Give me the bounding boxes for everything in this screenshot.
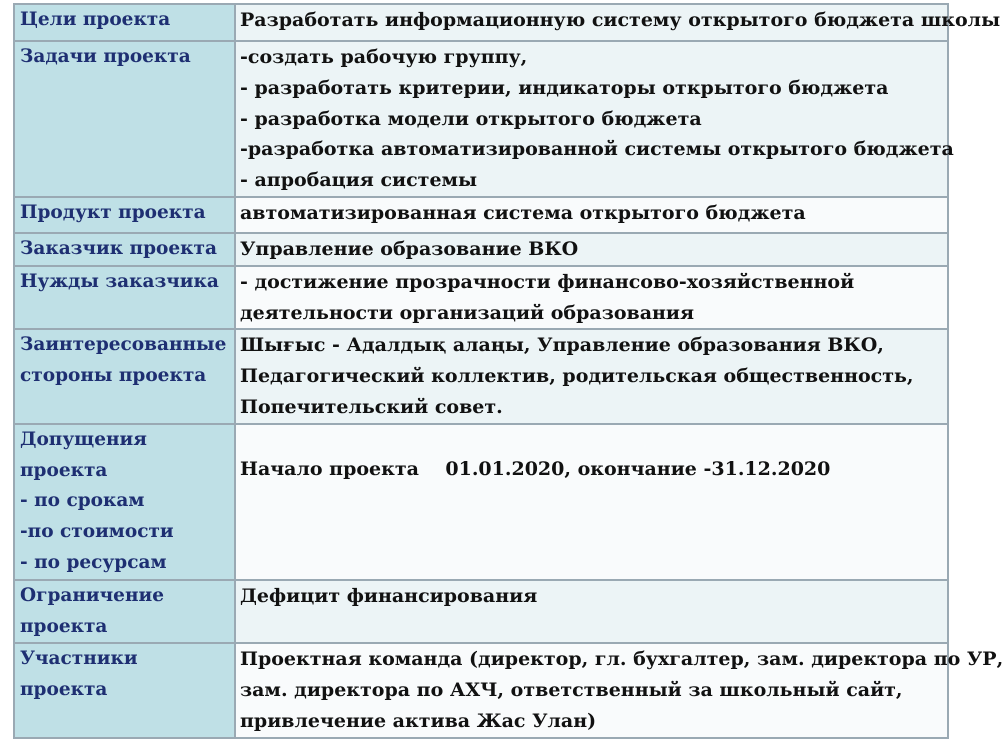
assumptions-value-line: Начало проекта 01.01.2020, окончание -31.12.2020 (240, 457, 831, 480)
tasks-value (235, 41, 954, 197)
customer-needs-label-line: Нужды заказчика (20, 270, 219, 292)
participants-line: зам. директора по АХЧ, ответственный за школьный сайт, (240, 679, 903, 702)
customer-value (235, 233, 948, 266)
task-item: -создать рабочую группу, (240, 46, 528, 68)
product-value (235, 197, 948, 233)
customer-needs-value (235, 266, 948, 330)
task-item: - разработка модели открытого бюджета (240, 107, 702, 130)
assumptions-label-line: - по срокам (20, 490, 145, 512)
stakeholders-label (14, 329, 235, 423)
participants-label-line: проекта (20, 679, 108, 701)
customer-label-line: Заказчик проекта (20, 237, 217, 259)
participants-label (14, 643, 235, 738)
assumptions-label-line: проекта (20, 459, 108, 481)
customer-needs-line: деятельности организаций образования (240, 301, 695, 324)
participants-line: Проектная команда (директор, гл. бухгалтер, зам. директора по УР, (240, 648, 1003, 671)
assumptions-label (14, 424, 235, 580)
customer-needs-label (14, 266, 235, 330)
row-participants (14, 643, 948, 738)
task-item: -разработка автоматизированной системы открытого бюджета (240, 138, 954, 161)
stakeholders-line: Шығыс - Адалдық алаңы, Управление образования ВКО, (240, 334, 884, 357)
constraints-value-line: Дефицит финансирования (240, 584, 538, 607)
stakeholders-label-line: Заинтересованные (20, 334, 227, 356)
assumptions-label-line: - по ресурсам (20, 551, 167, 573)
row-tasks (14, 41, 948, 197)
assumptions-label-line: Допущения (20, 428, 147, 450)
stakeholders-value (235, 329, 948, 423)
tasks-label-line: Задачи проекта (20, 46, 191, 67)
tasks-label (14, 41, 235, 197)
customer-label (14, 233, 235, 266)
participants-value (235, 643, 1003, 738)
task-item: - апробация системы (240, 169, 478, 192)
goals-label-line: Цели проекта (20, 9, 171, 30)
customer-value-line: Управление образование ВКО (240, 237, 579, 260)
goals-value (235, 4, 1001, 41)
stakeholders-line: Попечительский совет. (240, 395, 503, 418)
participants-line: привлечение актива Жас Улан) (240, 709, 597, 732)
row-customer-needs (14, 266, 948, 330)
row-customer (14, 233, 948, 266)
project-passport-table (13, 3, 1003, 739)
product-label (14, 197, 235, 233)
goals-label (14, 4, 235, 41)
task-item: - разработать критерии, индикаторы открытого бюджета (240, 76, 889, 99)
constraints-value (235, 580, 948, 644)
constraints-label-line: Ограничение (20, 584, 164, 606)
stakeholders-label-line: стороны проекта (20, 365, 207, 387)
assumptions-label-line: -по стоимости (20, 521, 174, 543)
product-label-line: Продукт проекта (20, 201, 206, 223)
constraints-label-line: проекта (20, 615, 108, 637)
participants-label-line: Участники (20, 648, 138, 670)
constraints-label (14, 580, 235, 644)
assumptions-value (235, 424, 948, 580)
row-goals (14, 4, 948, 41)
product-value-line: автоматизированная система открытого бюджета (240, 201, 806, 224)
row-product (14, 197, 948, 233)
row-stakeholders (14, 329, 948, 423)
goals-value-line: Разработать информационную систему открытого бюджета школы (240, 9, 1001, 31)
customer-needs-line: - достижение прозрачности финансово-хозяйственной (240, 270, 855, 293)
row-constraints (14, 580, 948, 644)
stakeholders-line: Педагогический коллектив, родительская общественность, (240, 365, 914, 388)
row-assumptions (14, 424, 948, 580)
